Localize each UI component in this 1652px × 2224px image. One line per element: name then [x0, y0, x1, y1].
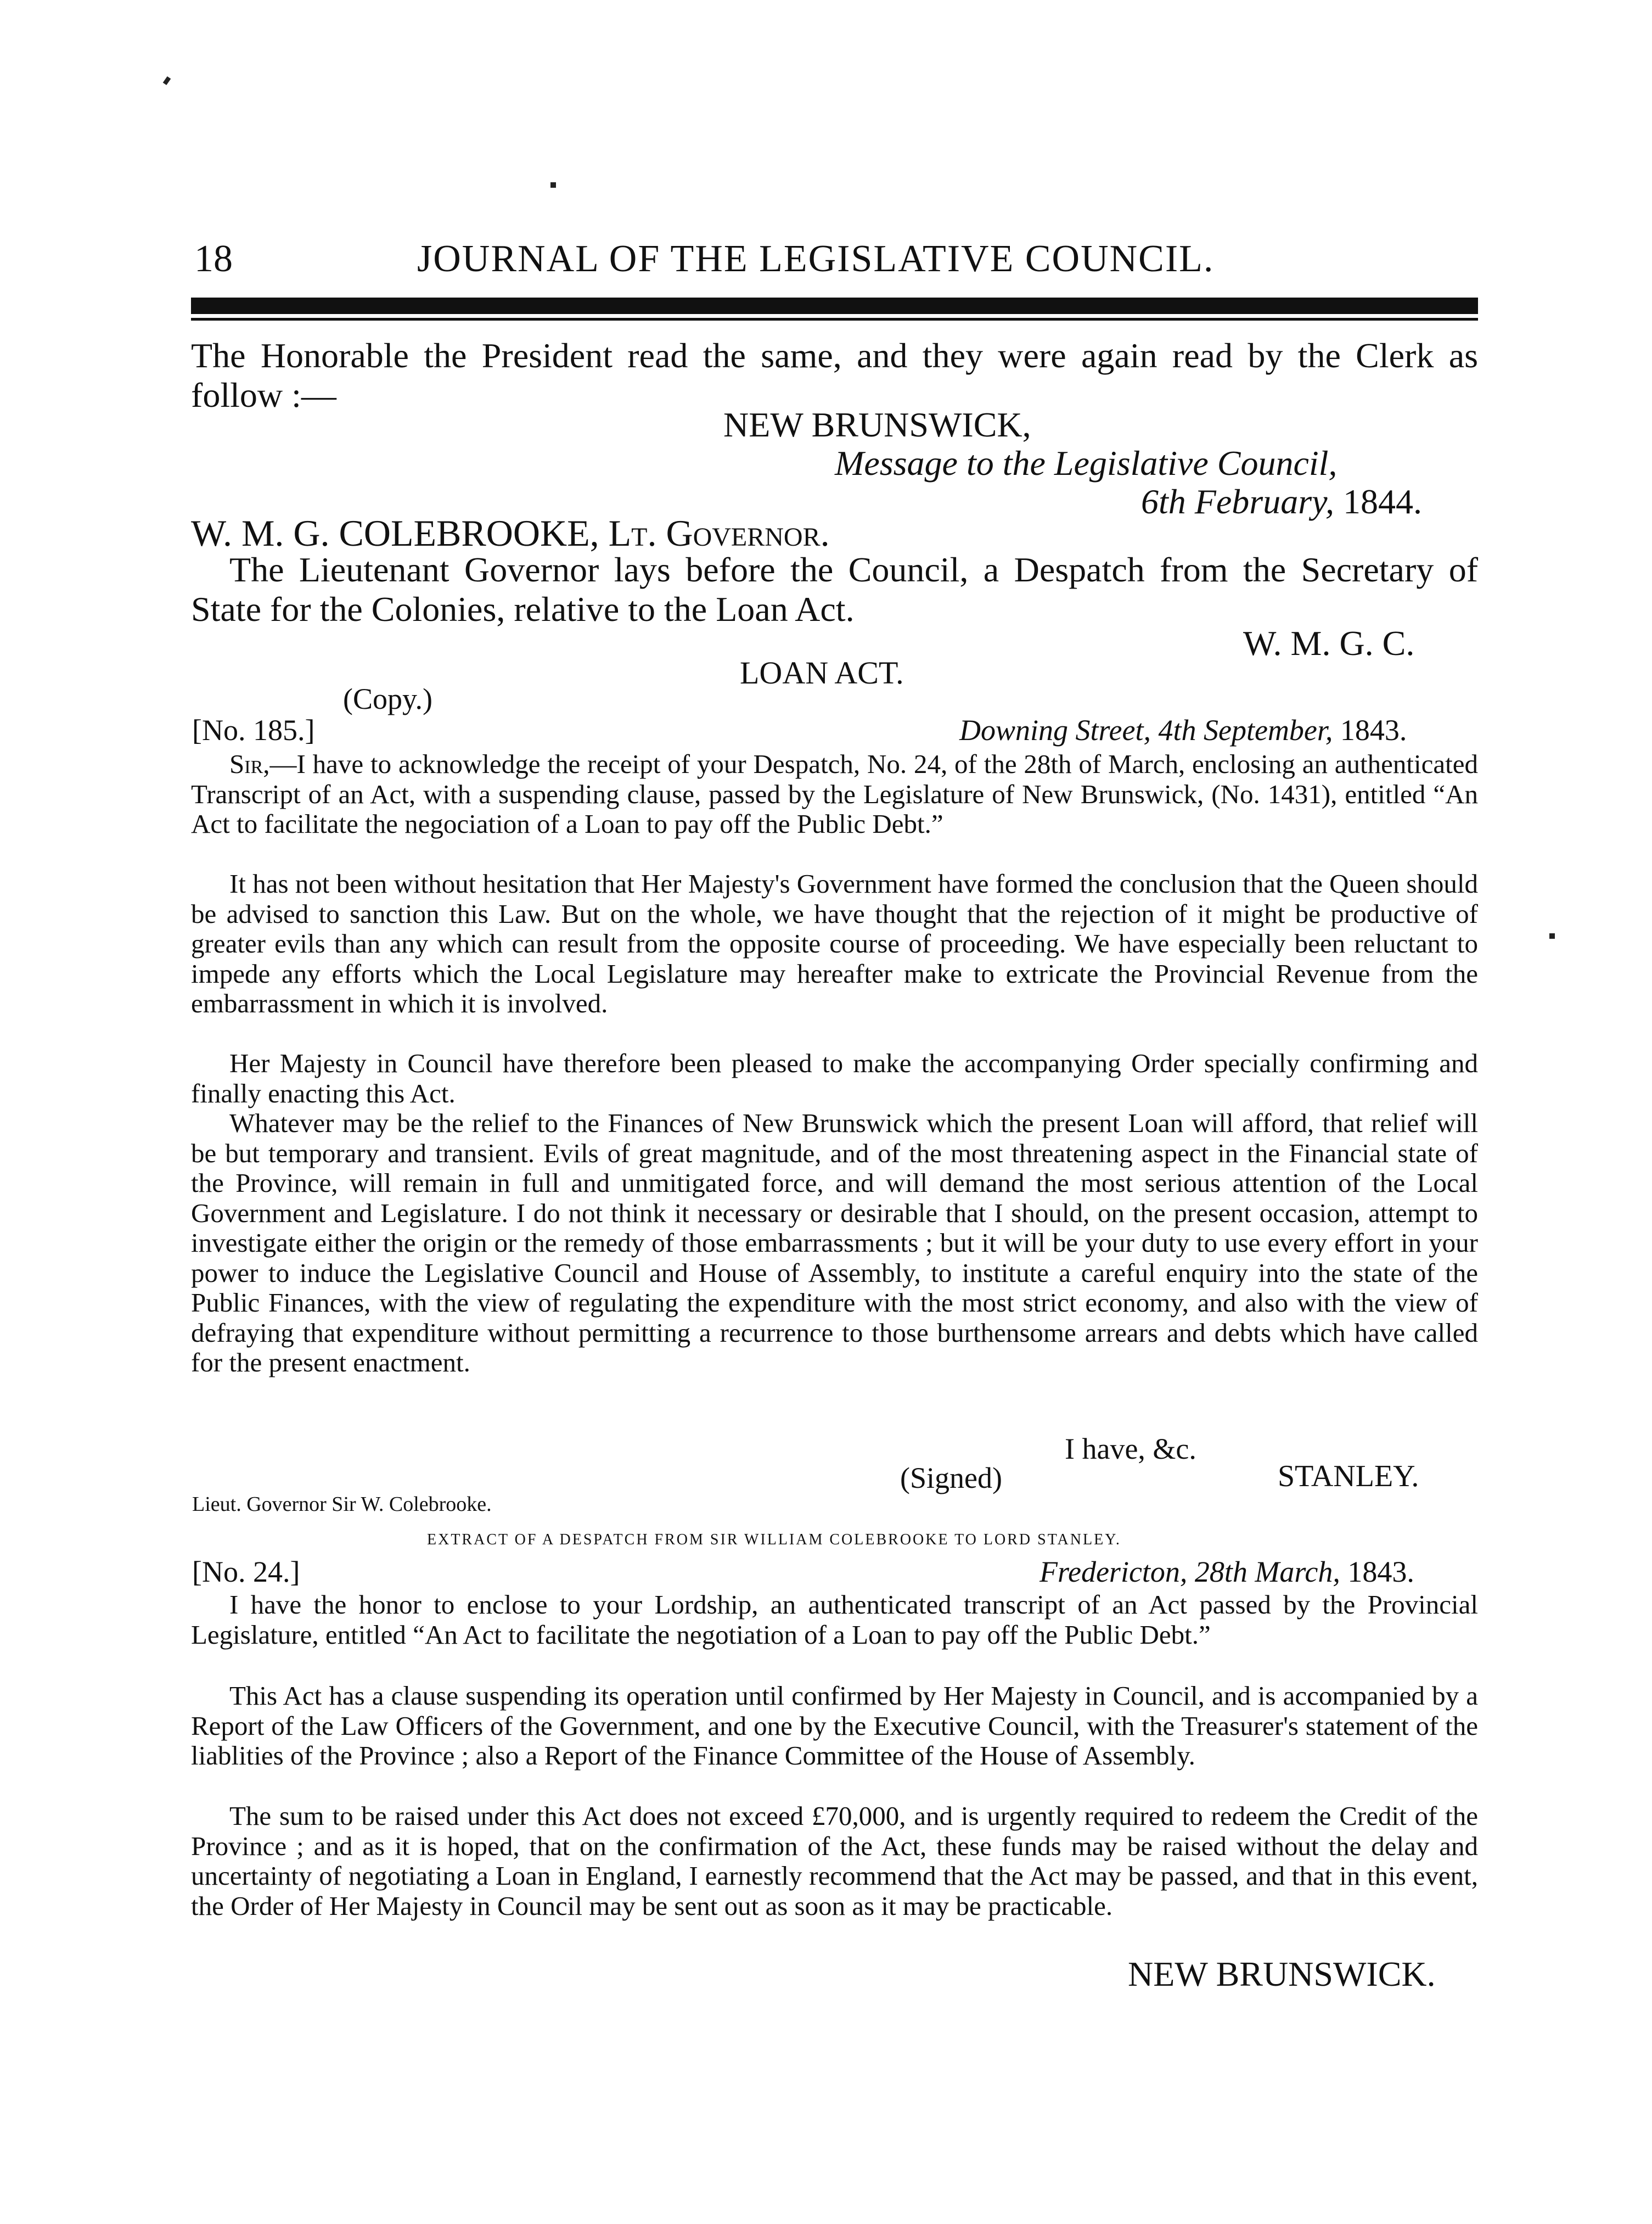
- copy-note: (Copy.): [343, 682, 432, 715]
- message-date-day: 6th February,: [1141, 482, 1334, 521]
- scan-speck: [163, 76, 171, 85]
- governor-title: Lt. Governor.: [608, 512, 830, 554]
- extract-place-date: [1039, 1557, 1414, 1587]
- loan-act-heading: LOAN ACT.: [740, 655, 904, 691]
- despatch-paragraph-4: Whatever may be the relief to the Finances of New Brunswick which the present Loan will afford, that relief will be but temporary and transient. Evils of great magnitude, and of the most threatening aspect in the Financial state of the Province, will remain in full and unmitigated force, and will demand the most serious attention of the Local Government and Legislature. I do not think it necessary or desirable that I should, on the present occasion, attempt to investigate either the origin or the remedy of those embarrassments ; but it will be your duty to use every effort in your power to induce the Legislative Council and House of Assembly, to institute a careful enquiry into the state of the Public Finances, with the view of regulating the expenditure with the most strict economy, and also with the view of defraying that expenditure without permitting a recurrence to those burthensome arrears and debts which have called for the present enactment.: [191, 1108, 1478, 1377]
- despatch-number: [No. 185.]: [192, 714, 315, 747]
- despatch-date: 4th September,: [1158, 714, 1333, 747]
- message-body: The Lieutenant Governor lays before the Council, a Despatch from the Secretary of State for the Colonies, relative to the Loan Act.: [191, 550, 1478, 629]
- governor-line: [191, 513, 830, 553]
- intro-paragraph: The Honorable the President read the same, and they were again read by the Clerk as follow :—: [191, 336, 1478, 414]
- catchword: NEW BRUNSWICK.: [1128, 1954, 1436, 1993]
- despatch-place-date: [959, 715, 1407, 746]
- despatch-place: Downing Street,: [959, 714, 1151, 747]
- scan-speck: [550, 182, 556, 188]
- despatch-paragraph-2: It has not been without hesitation that Her Majesty's Government have formed the conclusion that the Queen should be advised to sanction this Law. But on the whole, we have thought that the rejection of it might be productive of greater evils than any which can result from the opposite course of proceeding. We have especially been reluctant to impede any efforts which the Local Legislature may hereafter make to extricate the Provincial Revenue from the embarrassment in which it is involved.: [191, 869, 1478, 1018]
- extract-paragraph-3: The sum to be raised under this Act does not exceed £70,000, and is urgently required to redeem the Credit of the Province ; and as it is hoped, that on the confirmation of the Act, these funds may be raised without the delay and uncertainty of negotiating a Loan in England, I earnestly recommend that the Act may be passed, and that in this event, the Order of Her Majesty in Council may be sent out as soon as it may be practicable.: [191, 1801, 1478, 1921]
- despatch-paragraph-3: Her Majesty in Council have therefore been pleased to make the accompanying Order specially confirming and finally enacting this Act.: [191, 1048, 1478, 1108]
- message-date-year: 1844.: [1342, 482, 1422, 521]
- closing: I have, &c.: [1065, 1432, 1196, 1465]
- extract-heading: EXTRACT OF A DESPATCH FROM SIR WILLIAM COLEBROOKE TO LORD STANLEY.: [427, 1531, 1121, 1548]
- despatch-year: 1843.: [1340, 714, 1407, 747]
- extract-year: 1843.: [1347, 1555, 1414, 1588]
- despatch-paragraph-1-text: —I have to acknowledge the receipt of your Despatch, No. 24, of the 28th of March, enclosing an authenticated Transcript of an Act, with a suspending clause, passed by the Legislature of New Brunswick, (No. 1431), entitled “An Act to facilitate the negociation of a Loan to pay off the Public Debt.”: [191, 749, 1478, 839]
- header-rule-thin: [191, 318, 1478, 321]
- extract-place: Fredericton, 28th March,: [1039, 1555, 1340, 1588]
- scan-speck: [1549, 933, 1555, 939]
- signed-label: (Signed): [900, 1461, 1002, 1494]
- header-rule: [191, 298, 1478, 314]
- page-number: 18: [194, 238, 233, 280]
- extract-paragraph-2: This Act has a clause suspending its operation until confirmed by Her Majesty in Council, and is accompanied by a Report of the Law Officers of the Government, and one by the Executive Council, with the Treasurer's statement of the liablities of the Province ; also a Report of the Finance Committee of the House of Assembly.: [191, 1680, 1478, 1771]
- extract-number: [No. 24.]: [192, 1555, 300, 1588]
- governor-name: W. M. G. COLEBROOKE,: [191, 512, 599, 554]
- salutation: Sir,: [229, 749, 270, 779]
- message-subheading: Message to the Legislative Council,: [835, 444, 1338, 483]
- message-initials: W. M. G. C.: [1243, 624, 1415, 663]
- signatory: STANLEY.: [1278, 1459, 1419, 1493]
- extract-paragraph-1: I have the honor to enclose to your Lordship, an authenticated transcript of an Act passed by the Provincial Legislature, entitled “An Act to facilitate the negotiation of a Loan to pay off the Public Debt.”: [191, 1589, 1478, 1650]
- running-title: JOURNAL OF THE LEGISLATIVE COUNCIL.: [417, 238, 1215, 280]
- despatch-paragraph-1: [191, 749, 1478, 839]
- message-heading: NEW BRUNSWICK,: [723, 405, 1031, 444]
- addressee: Lieut. Governor Sir W. Colebrooke.: [192, 1493, 492, 1516]
- message-date: [1141, 482, 1422, 522]
